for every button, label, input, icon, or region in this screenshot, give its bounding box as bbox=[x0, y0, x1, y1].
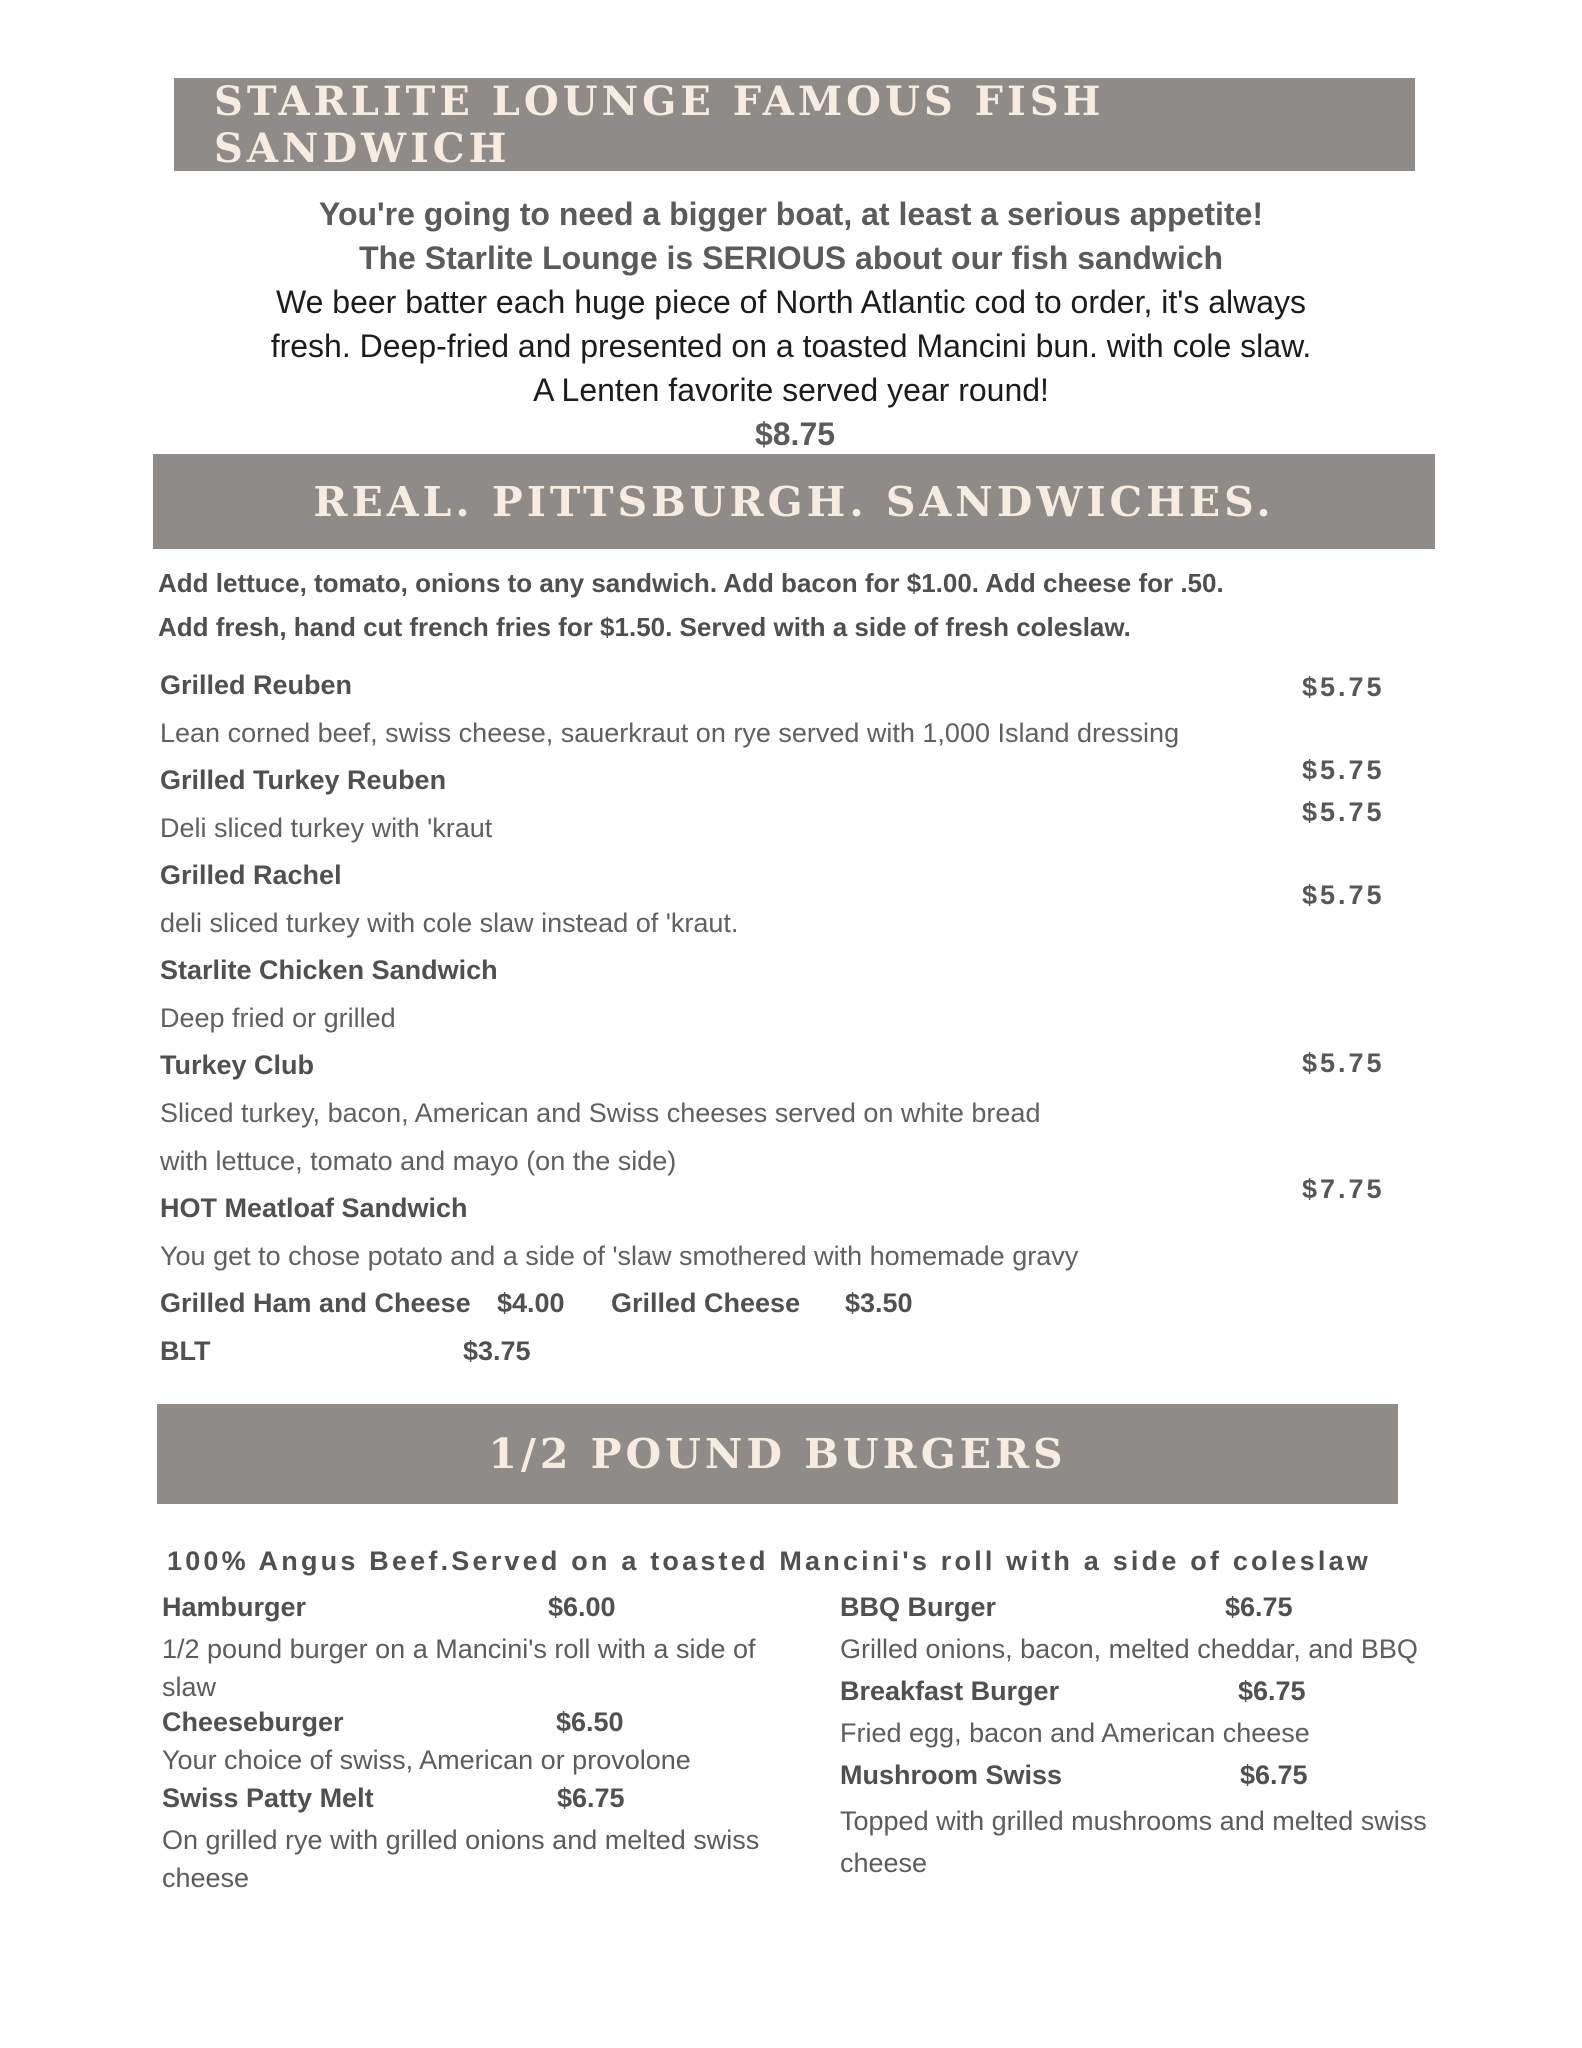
sandwich-description: Sliced turkey, bacon, American and Swiss cheeses served on white bread bbox=[160, 1098, 1041, 1128]
sandwich-price: $5.75 bbox=[1302, 880, 1385, 910]
burger-name: Cheeseburger bbox=[162, 1707, 344, 1737]
burger-price: $6.00 bbox=[548, 1592, 616, 1622]
sandwich-name: Grilled Rachel bbox=[160, 860, 342, 890]
burger-name: Mushroom Swiss bbox=[840, 1760, 1063, 1790]
burger-name: BBQ Burger bbox=[840, 1592, 997, 1622]
sandwich-price: $7.75 bbox=[1302, 1174, 1385, 1204]
sandwich-name: Grilled Reuben bbox=[160, 670, 353, 700]
sandwich-name: BLT bbox=[160, 1336, 211, 1366]
sandwich-name: Starlite Chicken Sandwich bbox=[160, 955, 498, 985]
burger-description: 1/2 pound burger on a Mancini's roll with a side of slaw bbox=[162, 1634, 756, 1702]
burger-description: Fried egg, bacon and American cheese bbox=[840, 1718, 1310, 1748]
fish-tagline-1: You're going to need a bigger boat, at least a serious appetite! bbox=[318, 196, 1264, 232]
burger-name: Hamburger bbox=[162, 1592, 307, 1622]
burger-price: $6.75 bbox=[1225, 1592, 1293, 1622]
sandwich-price: $5.75 bbox=[1302, 672, 1385, 702]
burger-name: Swiss Patty Melt bbox=[162, 1783, 374, 1813]
sandwich-addons-note: Add lettuce, tomato, onions to any sandwich. Add bacon for $1.00. Add cheese for .50. bbox=[158, 568, 1224, 598]
burger-description: On grilled rye with grilled onions and melted swiss cheese bbox=[162, 1825, 760, 1893]
burgers-section-banner: 1/2 POUND BURGERS bbox=[157, 1404, 1398, 1504]
sandwich-price: $5.75 bbox=[1302, 755, 1385, 785]
burger-price: $6.75 bbox=[1240, 1760, 1308, 1790]
sandwich-description: with lettuce, tomato and mayo (on the side) bbox=[160, 1146, 677, 1176]
sandwich-description: You get to chose potato and a side of 'slaw smothered with homemade gravy bbox=[160, 1241, 1079, 1271]
fish-description-2: fresh. Deep-fried and presented on a toasted Mancini bun. with cole slaw. bbox=[270, 328, 1312, 364]
sandwich-name: Grilled Ham and Cheese bbox=[160, 1288, 471, 1318]
sandwich-name: HOT Meatloaf Sandwich bbox=[160, 1193, 468, 1223]
sandwich-description: Lean corned beef, swiss cheese, sauerkraut on rye served with 1,000 Island dressing bbox=[160, 718, 1180, 748]
sandwich-name: Turkey Club bbox=[160, 1050, 315, 1080]
sandwich-description: Deep fried or grilled bbox=[160, 1003, 396, 1033]
sandwich-price: $4.00 bbox=[497, 1288, 565, 1318]
fish-description-1: We beer batter each huge piece of North Atlantic cod to order, it's always bbox=[275, 284, 1307, 320]
burger-price: $6.75 bbox=[557, 1783, 625, 1813]
sandwich-description: Deli sliced turkey with 'kraut bbox=[160, 813, 493, 843]
sandwich-fries-note: Add fresh, hand cut french fries for $1.50. Served with a side of fresh coleslaw. bbox=[158, 612, 1131, 642]
sandwich-name: Grilled Turkey Reuben bbox=[160, 765, 447, 795]
burger-price: $6.75 bbox=[1238, 1676, 1306, 1706]
sandwich-price: $3.75 bbox=[463, 1336, 531, 1366]
fish-price: $8.75 bbox=[754, 416, 836, 452]
sandwich-name: Grilled Cheese bbox=[611, 1288, 801, 1318]
sandwiches-section-banner: REAL. PITTSBURGH. SANDWICHES. bbox=[153, 454, 1435, 549]
burger-description: Your choice of swiss, American or provolone bbox=[162, 1745, 691, 1775]
sandwich-price: $3.50 bbox=[845, 1288, 913, 1318]
burgers-tagline: 100% Angus Beef.Served on a toasted Mancini's roll with a side of coleslaw bbox=[167, 1546, 1371, 1576]
burger-description: Grilled onions, bacon, melted cheddar, and BBQ bbox=[840, 1634, 1418, 1664]
sandwich-description: deli sliced turkey with cole slaw instead of 'kraut. bbox=[160, 908, 739, 938]
sandwich-price: $5.75 bbox=[1302, 1048, 1385, 1078]
burger-name: Breakfast Burger bbox=[840, 1676, 1060, 1706]
fish-section-banner: STARLITE LOUNGE FAMOUS FISH SANDWICH bbox=[174, 78, 1415, 171]
sandwich-price: $5.75 bbox=[1302, 797, 1385, 827]
fish-tagline-2: The Starlite Lounge is SERIOUS about our fish sandwich bbox=[358, 240, 1224, 276]
burger-price: $6.50 bbox=[556, 1707, 624, 1737]
fish-description-3: A Lenten favorite served year round! bbox=[533, 372, 1049, 408]
burger-description: Topped with grilled mushrooms and melted swiss cheese bbox=[840, 1806, 1427, 1878]
